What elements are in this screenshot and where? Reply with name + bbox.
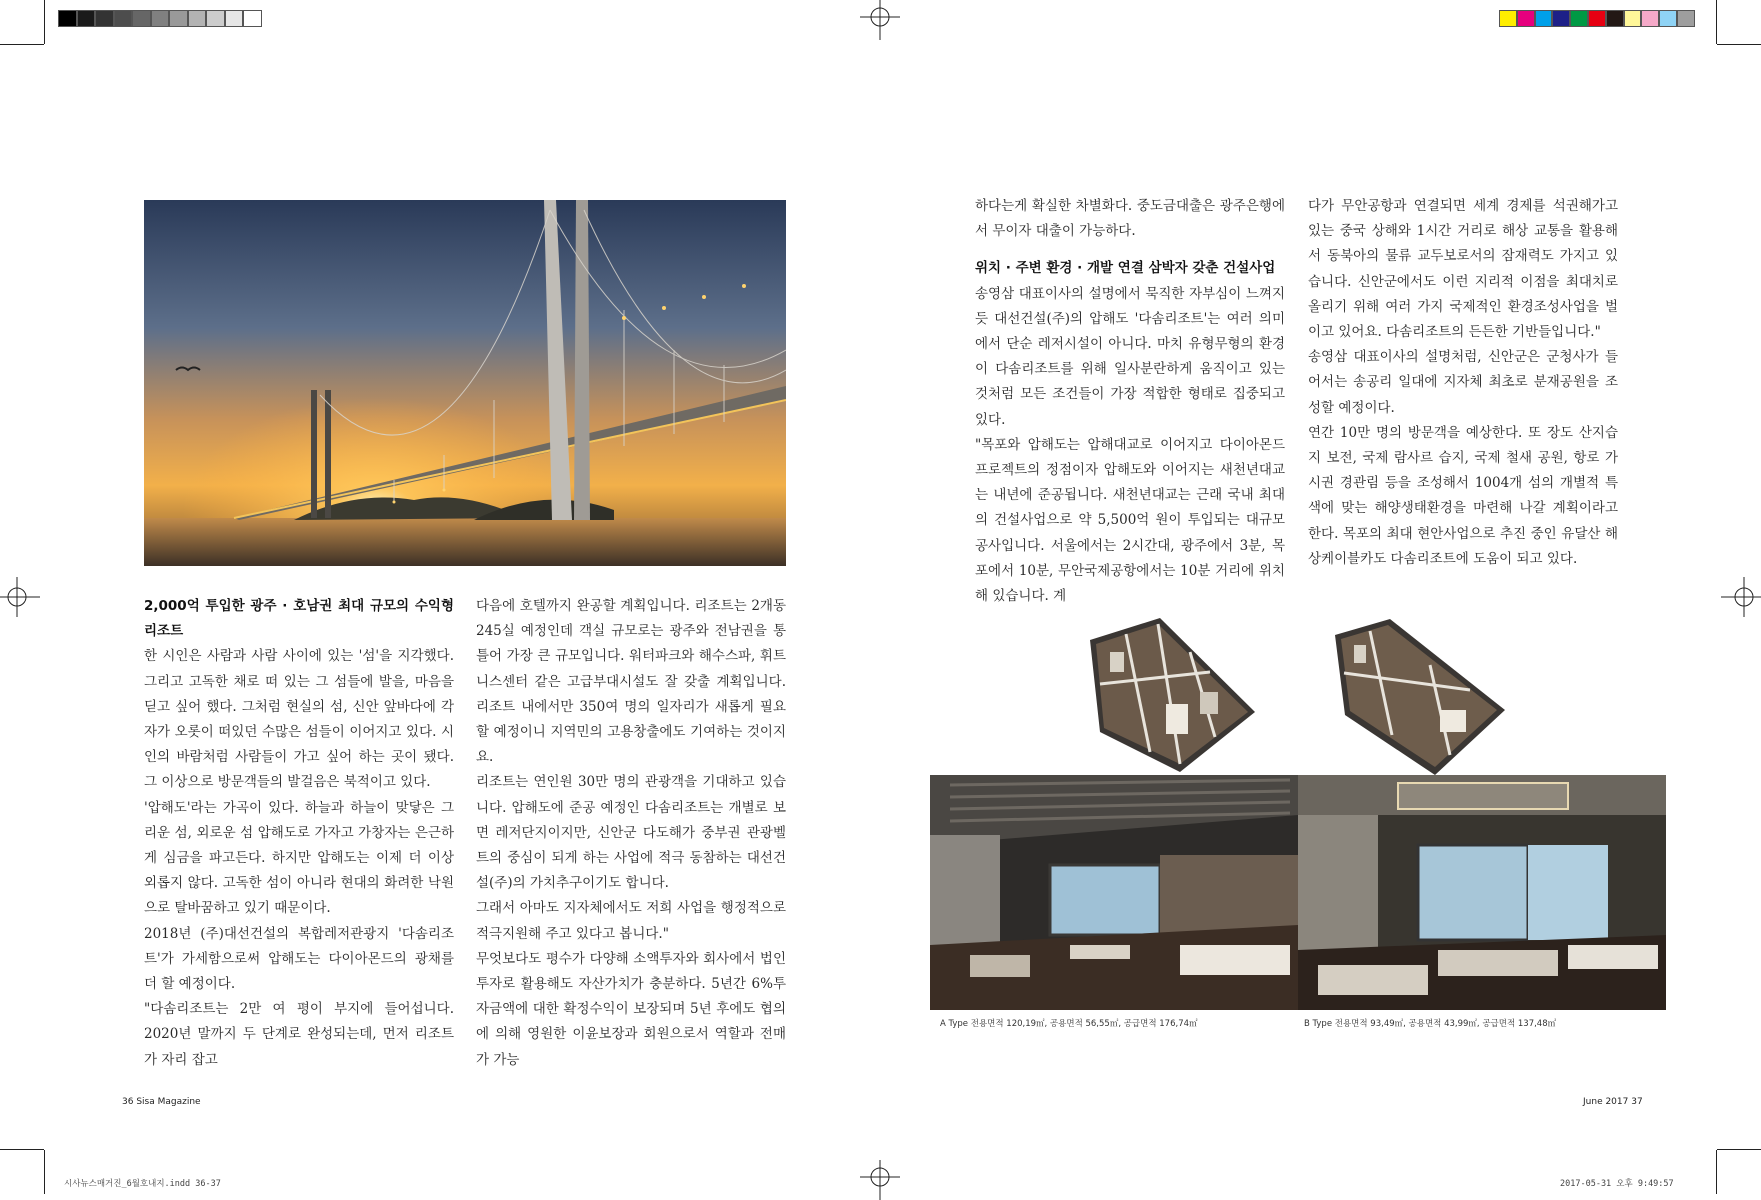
bridge-sunset-photo [144,200,786,566]
section-heading-resort: 2,000억 투입한 광주 · 호남권 최대 규모의 수익형 리조트 [144,598,454,640]
gray-swatch [58,10,77,27]
color-swatch [1570,10,1588,27]
registration-mark-right [1721,577,1761,617]
floor-plan-a-image [1080,612,1265,777]
color-swatch [1606,10,1624,27]
gray-swatch [77,10,96,27]
paragraph: 2018년 (주)대선건설의 복합레저관광지 '다솜리조트'가 가세함으로써 압해도는 다이아몬드의 광채를 더 할 예정이다. [144,925,454,993]
color-swatch [1624,10,1642,27]
gray-swatch [151,10,170,27]
caption-type-a: A Type 전용면적 120,19㎡, 공용면적 56,55㎡, 공급면적 176,74㎡ [940,1019,1198,1029]
paragraph: 송영삼 대표이사의 설명에서 묵직한 자부심이 느껴지듯 대선건설(주)의 압해도 '다솜리조트'는 여러 의미에서 단순 레저시설이 아니다. 마치 유형무형의 환경이 다솜리조트를 위해 일사분란하게 움직이고 있는 것처럼 모든 조건들이 가장 적합한 형태로 집중되고 있다. [975,285,1285,428]
gray-swatch [206,10,225,27]
paragraph: 다가 무안공항과 연결되면 세계 경제를 석권해가고 있는 중국 상해와 1시간 거리로 해상 교통을 활용해서 동북아의 물류 교두보로서의 잠재력도 가지고 있습니다. 신안군에서도 이런 지리적 이점을 최대치로 올리기 위해 여러 가지 국제적인 환경조성사업을 벌이고 있어요. 다솜리조트의 든든한 기반들입니다." [1308,198,1618,341]
paragraph: 한 시인은 사람과 사람 사이에 있는 '섬'을 지각했다. 그리고 고독한 채로 떠 있는 그 섬들에 발을, 마음을 딛고 싶어 했다. 그처럼 현실의 섬, 신안 앞바다에 각자가 오롯이 떠있던 수많은 섬들이 이어지고 있다. 시인의 바람처럼 사람들이 가고 싶어 하는 곳이 됐다. 그 이상으로 방문객들의 발걸음은 북적이고 있다. [144,648,454,791]
page-number-right: June 2017 37 [1583,1097,1643,1107]
left-column-1 [144,594,454,1073]
slug-timestamp: 2017-05-31 오후 9:49:57 [1560,1179,1674,1189]
registration-mark-left [0,577,40,617]
paragraph: "목포와 압해도는 압해대교로 이어지고 다이아몬드 프로젝트의 정점이자 압해도와 이어지는 새천년대교는 내년에 준공됩니다. 새천년대교는 근래 국내 최대의 건설사업으로 약 5,500억 원이 투입되는 대규모 공사입니다. 서울에서는 2시간대, 광주에서 3분, 목포에서 10분, 무안국제공항에서는 10분 거리에 위치해 있습니다. 계 [975,436,1285,605]
color-swatch [1588,10,1606,27]
room-a-interior-photo [930,775,1298,1010]
gray-swatch [169,10,188,27]
paragraph: 하다는게 확실한 차별화다. 중도금대출은 광주은행에서 무이자 대출이 가능하다. [975,198,1285,240]
paragraph: '압해도'라는 가곡이 있다. 하늘과 하늘이 맞닿은 그리운 섬, 외로운 섬 압해도로 가자고 가창자는 은근하게 심금을 파고든다. 하지만 압해도는 이제 더 이상 외롭지 않다. 고독한 섬이 아니라 현대의 화려한 낙원으로 탈바꿈하고 있기 때문이다. [144,799,454,917]
color-swatch [1552,10,1570,27]
color-swatch [1641,10,1659,27]
paragraph: 그래서 아마도 지자체에서도 저희 사업을 행정적으로 적극지원해 주고 있다고 봅니다." [476,900,786,942]
floor-plan-b-image [1330,615,1510,780]
registration-mark-bottom [860,1160,900,1200]
paragraph: "다솜리조트는 2만 여 평이 부지에 들어섭니다. 2020년 말까지 두 단계로 완성되는데, 먼저 리조트가 자리 잡고 [144,1001,454,1068]
section-heading-location: 위치 · 주변 환경 · 개발 연결 삼박자 갖춘 건설사업 [975,260,1276,277]
gray-swatch [114,10,133,27]
right-column-2 [1308,194,1618,572]
paragraph: 송영삼 대표이사의 설명처럼, 신안군은 군청사가 들어서는 송공리 일대에 지자체 최초로 분재공원을 조성할 예정이다. [1308,349,1618,416]
color-swatch [1659,10,1677,27]
color-swatch [1517,10,1535,27]
paragraph: 연간 10만 명의 방문객을 예상한다. 또 장도 산지습지 보전, 국제 람사르 습지, 국제 철새 공원, 항로 가시권 경관림 등을 조성해서 1004개 섬의 개별적 특색에 맞는 해양생태환경을 마련해 나갈 계획이라고 한다. 목포의 최대 현안사업으로 추진 중인 유달산 해상케이블카도 다솜리조트에 도움이 되고 있다. [1308,424,1618,567]
color-swatch [1677,10,1695,27]
gray-swatch [95,10,114,27]
gray-swatch [243,10,262,27]
color-swatch [1499,10,1517,27]
left-column-2 [476,594,786,1073]
paragraph: 다음에 호텔까지 완공할 계획입니다. 리조트는 2개동 245실 예정인데 객실 규모로는 광주와 전남권을 통틀어 가장 큰 규모입니다. 워터파크와 해수스파, 휘트니스센터 같은 고급부대시설도 잘 갖출 계획입니다. 리조트 내에서만 350여 명의 일자리가 새롭게 필요할 예정이니 지역민의 고용창출에도 기여하는 것이지요. [476,598,786,766]
gray-swatch [132,10,151,27]
slug-file-name: 시사뉴스매거진_6월호내지.indd 36-37 [64,1179,221,1189]
gray-swatch [188,10,207,27]
paragraph: 무엇보다도 평수가 다양해 소액투자와 회사에서 법인투자로 활용해도 자산가치가 충분하다. 5년간 6%투자금액에 대한 확정수익이 보장되며 5년 후에도 협의에 의해 영원한 이윤보장과 회원으로서 역할과 전매가 가능 [476,950,786,1068]
registration-mark-top [860,0,900,40]
color-swatch [1535,10,1553,27]
right-column-1 [975,194,1285,609]
gray-swatch [225,10,244,27]
paragraph: 리조트는 연인원 30만 명의 관광객을 기대하고 있습니다. 압해도에 준공 예정인 다솜리조트는 개별로 보면 레저단지이지만, 신안군 다도해가 중부권 관광벨트의 중심이 되게 하는 사업에 적극 동참하는 대선건설(주)의 가치추구이기도 합니다. [476,774,786,892]
caption-type-b: B Type 전용면적 93,49㎡, 공용면적 43,99㎡, 공급면적 137,48㎡ [1304,1019,1557,1029]
room-b-interior-photo [1298,775,1666,1010]
page-number-left: 36 Sisa Magazine [122,1097,201,1107]
